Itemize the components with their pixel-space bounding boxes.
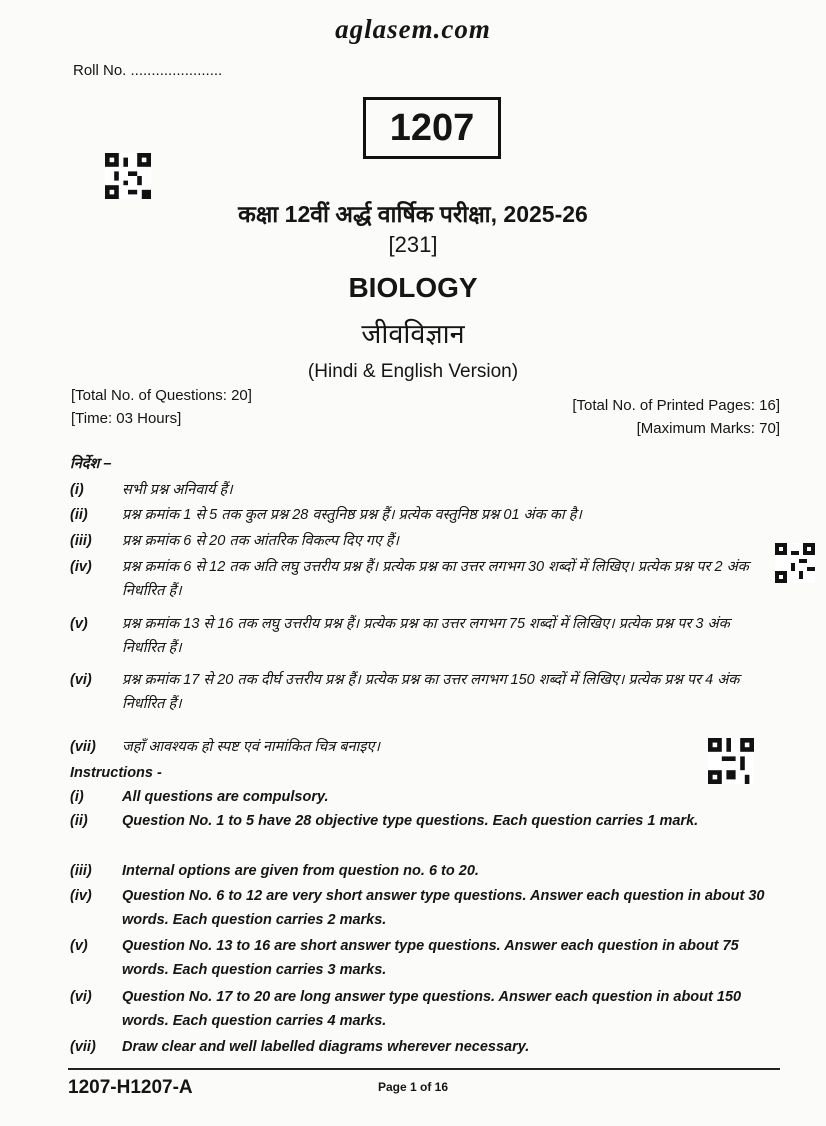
- item-number: (iv): [70, 888, 92, 904]
- item-number: (ii): [70, 507, 88, 523]
- item-number: (vi): [70, 672, 92, 688]
- qr-code-icon: [105, 153, 151, 199]
- instructions-heading-english: Instructions -: [70, 765, 162, 781]
- item-number: (i): [70, 482, 84, 498]
- item-number: (vii): [70, 1039, 96, 1055]
- item-text: Question No. 17 to 20 are long answer type questions. Answer each question in about 150 words. Each question carries 4 marks.: [122, 989, 742, 1029]
- item-text: Question No. 13 to 16 are short answer type questions. Answer each question in about 75 words. Each question carries 3 marks.: [122, 938, 739, 978]
- item-text: Question No. 1 to 5 have 28 objective type questions. Each question carries 1 mark.: [122, 813, 699, 829]
- item-number: (v): [70, 938, 88, 954]
- item-text: जहाँ आवश्यक हो स्पष्ट एवं नामांकित चित्र बनाइए।: [122, 739, 380, 755]
- paper-code-box: 1207: [363, 97, 501, 159]
- footer-paper-code: 1207-H1207-A: [68, 1077, 193, 1098]
- instructions-heading-hindi: निर्देश –: [70, 456, 112, 472]
- maximum-marks: [Maximum Marks: 70]: [636, 420, 780, 437]
- item-number: (v): [70, 616, 88, 632]
- item-text: All questions are compulsory.: [122, 789, 329, 805]
- qr-code-icon: [775, 543, 815, 583]
- item-text: प्रश्न क्रमांक 17 से 20 तक दीर्घ उत्तरीय प्रश्न हैं। प्रत्येक प्रश्न का उत्तर लगभग 150 शब्दों में लिखिए। प्रत्येक प्रश्न पर 4 अंक निर्धारित हैं।: [122, 672, 740, 712]
- subject-title-hindi: जीवविज्ञान: [361, 319, 465, 349]
- item-number: (i): [70, 789, 84, 805]
- item-text: प्रश्न क्रमांक 6 से 20 तक आंतरिक विकल्प दिए गए हैं।: [122, 533, 400, 549]
- item-number: (iii): [70, 863, 92, 879]
- item-text: प्रश्न क्रमांक 1 से 5 तक कुल प्रश्न 28 वस्तुनिष्ठ प्रश्न हैं। प्रत्येक वस्तुनिष्ठ प्रश्न 01 अंक का है।: [122, 507, 582, 523]
- roll-number-field: Roll No. ......................: [73, 62, 223, 79]
- item-text: सभी प्रश्न अनिवार्य हैं।: [122, 482, 233, 498]
- item-number: (vii): [70, 739, 96, 755]
- subject-title: BIOLOGY: [348, 272, 478, 303]
- item-number: (ii): [70, 813, 88, 829]
- instructions-section: [70, 452, 775, 1062]
- item-text: Internal options are given from question no. 6 to 20.: [122, 863, 479, 879]
- item-text: Question No. 6 to 12 are very short answer type questions. Answer each question in about 30 words. Each question carries 2 marks.: [122, 888, 765, 928]
- version-note: (Hindi & English Version): [307, 361, 519, 382]
- item-number: (iv): [70, 559, 92, 575]
- item-text: Draw clear and well labelled diagrams wherever necessary.: [122, 1039, 530, 1055]
- subject-code: [231]: [388, 232, 438, 257]
- exam-time: [Time: 03 Hours]: [71, 410, 182, 427]
- exam-title-hindi: कक्षा 12वीं अर्द्ध वार्षिक परीक्षा, 2025-26: [238, 201, 588, 227]
- item-text: प्रश्न क्रमांक 13 से 16 तक लघु उत्तरीय प्रश्न हैं। प्रत्येक प्रश्न का उत्तर लगभग 75 शब्दों में लिखिए। प्रत्येक प्रश्न पर 3 अंक निर्धारित हैं।: [122, 616, 730, 656]
- site-watermark: aglasem.com: [335, 14, 491, 44]
- printed-pages: [Total No. of Printed Pages: 16]: [572, 397, 780, 414]
- total-questions: [Total No. of Questions: 20]: [71, 387, 252, 404]
- item-text: प्रश्न क्रमांक 6 से 12 तक अति लघु उत्तरीय प्रश्न हैं। प्रत्येक प्रश्न का उत्तर लगभग 30 शब्दों में लिखिए। प्रत्येक प्रश्न पर 2 अंक निर्धारित हैं।: [122, 559, 749, 599]
- page-number: Page 1 of 16: [377, 1080, 449, 1094]
- item-number: (iii): [70, 533, 92, 549]
- item-number: (vi): [70, 989, 92, 1005]
- footer-divider: [68, 1068, 780, 1070]
